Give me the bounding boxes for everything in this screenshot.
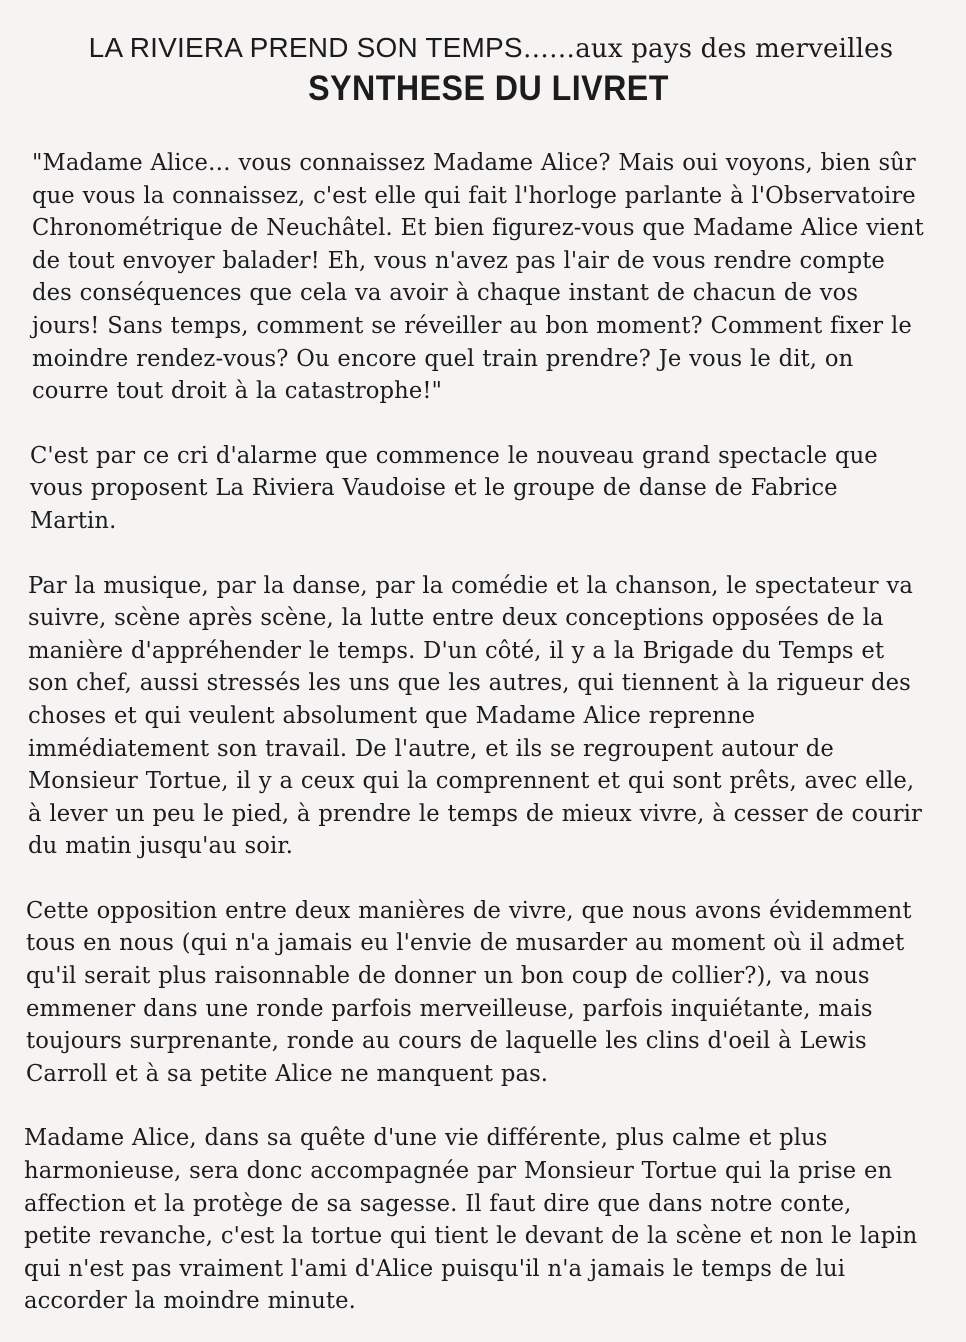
document-subtitle: SYNTHESE DU LIVRET [308,69,669,108]
document-header [26,30,940,111]
paragraph-2: C'est par ce cri d'alarme que commence le nouveau grand spectacle que vous proposent La Riviera Vaudoise et le groupe de danse de Fabrice Martin. [30,442,878,534]
paragraph-5: Madame Alice, dans sa quête d'une vie différente, plus calme et plus harmonieuse, sera donc accompagnée par Monsieur Tortue qui la prise en affection et la protège de sa sagesse. Il faut dire que dans notre conte, petite revanche, c'est la tortue qui tient le devant de la scène et non le lapin qui n'est pas vraiment l'ami d'Alice puisqu'il n'a jamais le temps de lui accorder la moindre minute. [24,1125,918,1315]
title-main: LA RIVIERA PREND SON TEMPS [88,32,523,63]
paragraph-4: Cette opposition entre deux manières de vivre, que nous avons évidemment tous en nous (qui n'a jamais eu l'envie de musarder au moment où il admet qu'il serait plus raisonnable de donner un bon coup de collier?), va nous emmener dans une ronde parfois merveilleuse, parfois inquiétante, mais toujours surprenante, ronde au cours de laquelle les clins d'oeil à Lewis Carroll et à sa petite Alice ne manquent pas. [26,897,912,1087]
paragraph-3: Par la musique, par la danse, par la comédie et la chanson, le spectateur va suivre, scène après scène, la lutte entre deux conceptions opposées de la manière d'appréhender le temps. D'un côté, il y a la Brigade du Temps et son chef, aussi stressés les uns que les autres, qui tiennent à la rigueur des choses et qui veulent absolument que Madame Alice reprenne immédiatement son travail. De l'autre, et ils se regroupent autour de Monsieur Tortue, il y a ceux qui la comprennent et qui sont prêts, avec elle, à lever un peu le pied, à prendre le temps de mieux vivre, à cesser de courir du matin jusqu'au soir. [28,572,922,860]
document-title [26,30,940,67]
paragraph-1: "Madame Alice… vous connaissez Madame Alice? Mais oui voyons, bien sûr que vous la connaissez, c'est elle qui fait l'horloge parlante à l'Observatoire Chronométrique de Neuchâtel. Et bien figurez-vous que Madame Alice vient de tout envoyer balader! Eh, vous n'avez pas l'air de vous rendre compte des conséquences que cela va avoir à chaque instant de chacun de vos jours! Sans temps, comment se réveiller au bon moment? Comment fixer le moindre rendez-vous? Ou encore quel train prendre? Je vous le dit, on courre tout droit à la catastrophe!" [32,150,924,405]
title-continuation: ……aux pays des merveilles [522,34,894,64]
